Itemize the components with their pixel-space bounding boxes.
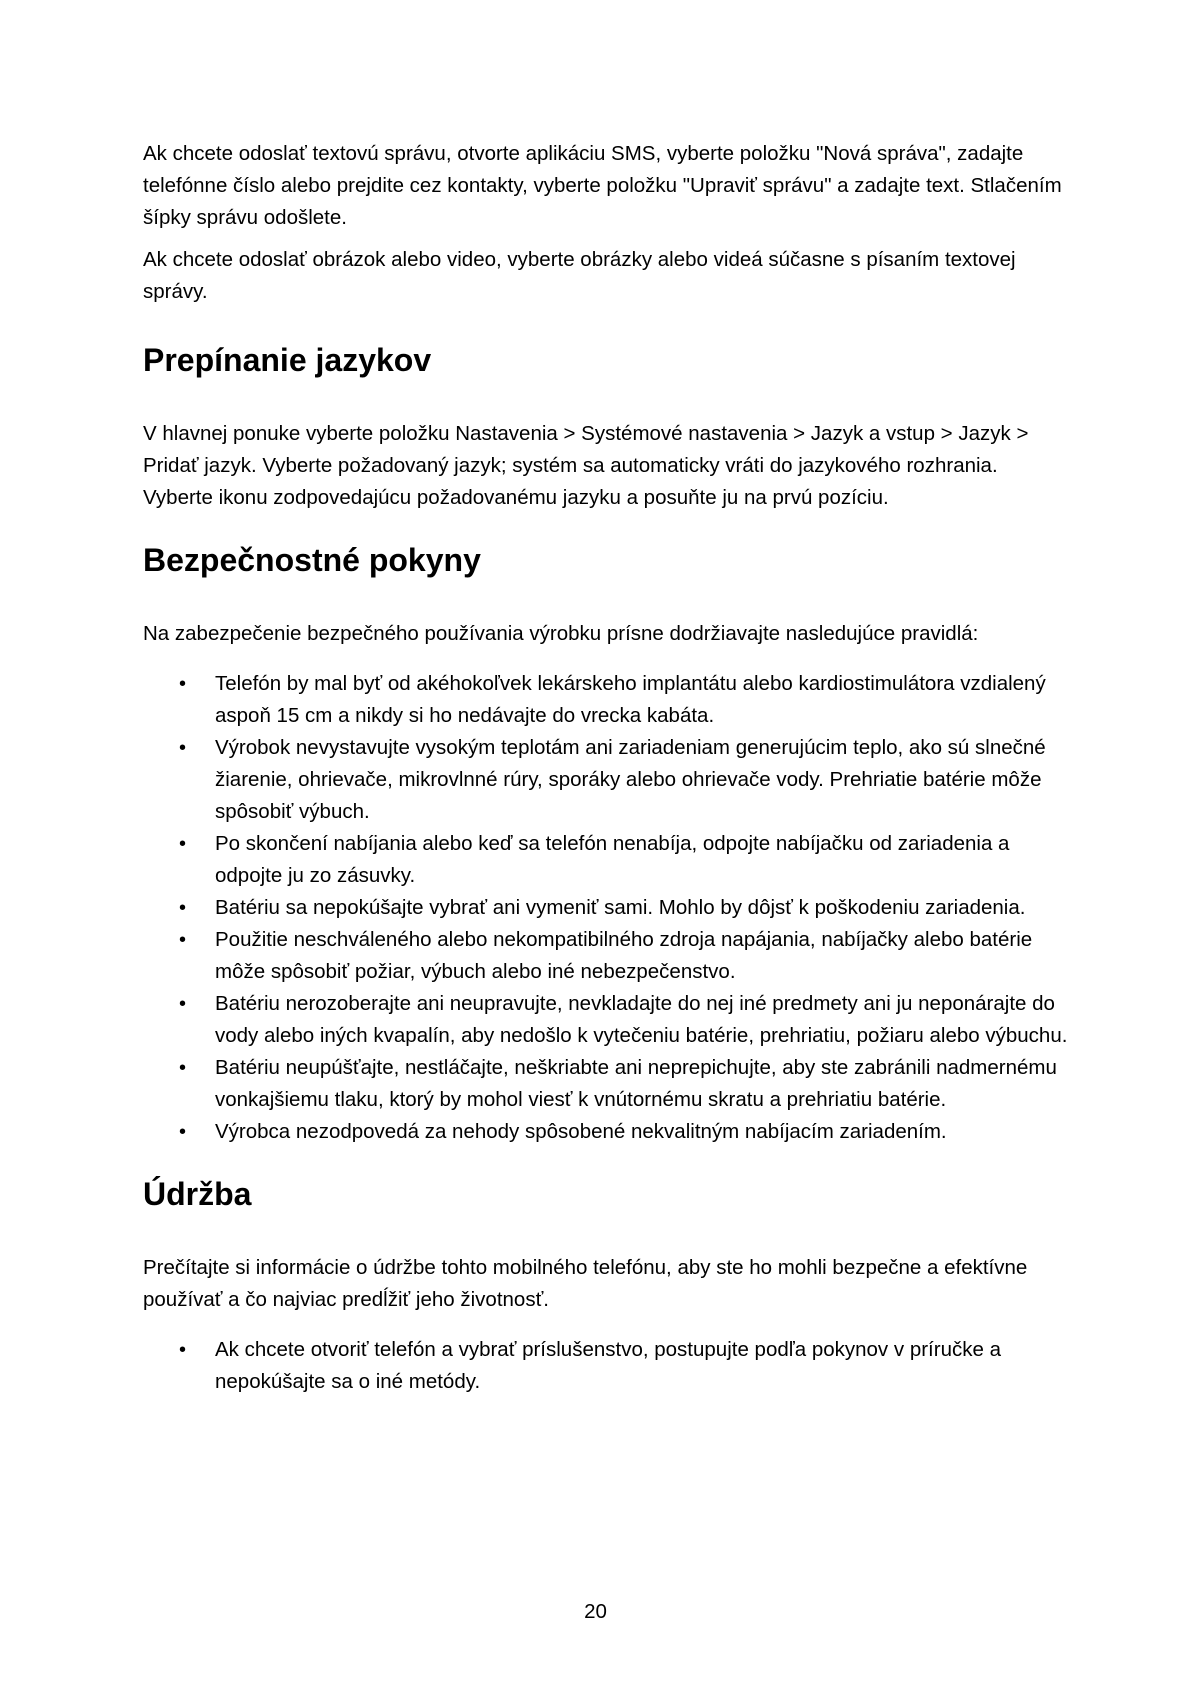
list-item-text: Batériu sa nepokúšajte vybrať ani vymeniť sami. Mohlo by dôjsť k poškodeniu zariadenia. [215,896,1026,919]
list-item-text: Batériu neupúšťajte, nestláčajte, neškriabte ani neprepichujte, aby ste zabránili nadmernému vonkajšiemu tlaku, ktorý by mohol viesť k vnútornému skratu a prehriatiu batérie. [215,1056,1057,1111]
intro-paragraph-sms: Ak chcete odoslať textovú správu, otvorte aplikáciu SMS, vyberte položku "Nová správa", zadajte telefónne číslo alebo prejdite cez kontakty, vyberte položku "Upraviť správu" a zadajte text. Stlačením šípky správu odošlete. [143,142,1062,229]
language-paragraph: V hlavnej ponuke vyberte položku Nastavenia > Systémové nastavenia > Jazyk a vstup > Jazyk > Pridať jazyk. Vyberte požadovaný jazyk; systém sa automaticky vráti do jazykového rozhrania. Vyberte ikonu zodpovedajúcu požadovanému jazyku a posuňte ju na prvú pozíciu. [143,422,1029,509]
bullet-icon: • [179,897,187,919]
list-item [143,1334,1068,1398]
intro-paragraph-media: Ak chcete odoslať obrázok alebo video, vyberte obrázky alebo videá súčasne s písaním textovej správy. [143,248,1016,303]
list-item-text: Telefón by mal byť od akéhokoľvek lekárskeho implantátu alebo kardiostimulátora vzdialený aspoň 15 cm a nikdy si ho nedávajte do vrecka kabáta. [215,672,1046,727]
maintenance-intro: Prečítajte si informácie o údržbe tohto mobilného telefónu, aby ste ho mohli bezpečne a efektívne používať a čo najviac predĺžiť jeho životnosť. [143,1256,1028,1311]
bullet-icon: • [179,833,187,855]
list-item-text: Ak chcete otvoriť telefón a vybrať príslušenstvo, postupujte podľa pokynov v príručke a nepokúšajte sa o iné metódy. [215,1338,1001,1393]
bullet-icon: • [179,1339,187,1361]
list-item-text: Výrobok nevystavujte vysokým teplotám ani zariadeniam generujúcim teplo, ako sú slnečné žiarenie, ohrievače, mikrovlnné rúry, sporáky alebo ohrievače vody. Prehriatie batérie môže spôsobiť výbuch. [215,736,1046,823]
bullet-icon: • [179,1057,187,1079]
heading-safety: Bezpečnostné pokyny [143,542,481,578]
bullet-icon: • [179,1121,187,1143]
bullet-icon: • [179,929,187,951]
maintenance-list [143,1334,1068,1398]
bullet-icon: • [179,673,187,695]
list-item [143,1052,1068,1116]
bullet-icon: • [179,737,187,759]
safety-list [143,668,1068,1148]
list-item [143,892,1068,924]
list-item [143,668,1068,732]
list-item-text: Použitie neschváleného alebo nekompatibilného zdroja napájania, nabíjačky alebo batérie môže spôsobiť požiar, výbuch alebo iné nebezpečenstvo. [215,928,1033,983]
list-item [143,828,1068,892]
heading-maintenance: Údržba [143,1176,252,1212]
list-item [143,1116,1068,1148]
heading-language: Prepínanie jazykov [143,342,432,378]
list-item-text: Po skončení nabíjania alebo keď sa telefón nenabíja, odpojte nabíjačku od zariadenia a odpojte ju zo zásuvky. [215,832,1010,887]
list-item-text: Výrobca nezodpovedá za nehody spôsobené nekvalitným nabíjacím zariadením. [215,1120,947,1143]
list-item [143,924,1068,988]
list-item [143,988,1068,1052]
page-number: 20 [584,1600,607,1623]
list-item [143,732,1068,828]
safety-intro: Na zabezpečenie bezpečného používania výrobku prísne dodržiavajte nasledujúce pravidlá: [143,622,979,645]
document-page [143,138,1068,1398]
list-item-text: Batériu nerozoberajte ani neupravujte, nevkladajte do nej iné predmety ani ju neponárajte do vody alebo iných kvapalín, aby nedošlo k vytečeniu batérie, prehriatiu, požiaru alebo výbuchu. [215,992,1068,1047]
bullet-icon: • [179,993,187,1015]
